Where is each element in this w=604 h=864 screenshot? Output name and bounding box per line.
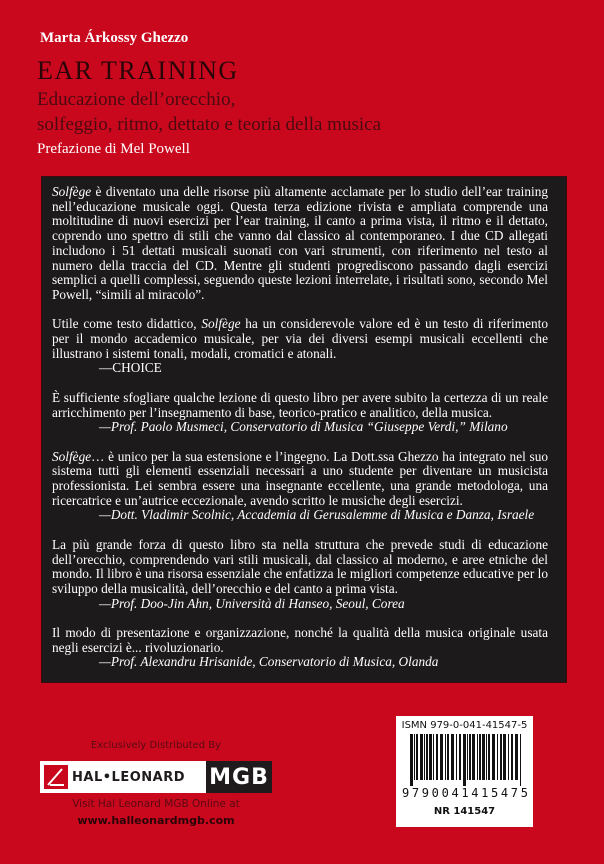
barcode-bar	[456, 734, 457, 780]
barcode-bars	[404, 734, 525, 786]
barcode-bar	[520, 734, 521, 786]
blurb-paragraph-3: È sufficiente sfogliare qualche lezione di questo libro per avere subito la certezza di un reale arricchimento per l’insegnamento di base, teorico-pratico e analitico, della musica.	[52, 389, 548, 420]
blurb-paragraph-6: Il modo di presentazione e organizzazione, nonché la qualità della musica originale usata negli esercizi è... rivoluzionario.	[52, 625, 548, 655]
barcode-bar	[472, 734, 475, 780]
barcode-bar	[497, 734, 498, 780]
barcode-bar	[482, 734, 485, 780]
attribution-musmeci: —Prof. Paolo Musmeci, Conservatorio di Musica “Giuseppe Verdi,” Milano	[99, 419, 508, 435]
book-title: EAR TRAINING	[37, 56, 239, 85]
italic-title: Solfège	[201, 316, 241, 332]
attribution-hrisanide: —Prof. Alexandru Hrisanide, Conservatorio di Musica, Olanda	[99, 654, 439, 670]
barcode-bar	[451, 734, 454, 780]
barcode-bar	[500, 734, 502, 780]
preface-credit: Prefazione di Mel Powell	[37, 141, 190, 157]
barcode-bar	[459, 734, 461, 780]
barcode-digit: 4	[500, 786, 509, 800]
barcode-bar	[492, 734, 495, 780]
barcode-bar	[445, 734, 446, 780]
barcode-bar	[414, 734, 415, 780]
barcode-bar	[463, 734, 466, 786]
blurb-paragraph-1	[52, 185, 548, 303]
barcode-bar	[424, 734, 425, 780]
barcode-digit: 7	[510, 786, 519, 800]
barcode-bar	[433, 734, 434, 780]
visit-online-label: Visit Hal Leonard MGB Online at	[72, 798, 240, 810]
subtitle-line-2: solfeggio, ritmo, dettato e teoria della musica	[37, 114, 382, 135]
catalog-number: NR 141547	[433, 806, 496, 817]
paragraph-text: ha un considerevole valore ed è un testo di riferimento per il mondo accademico musicale, per via dei diversi esempi musicali eccellenti che illustrano i sistemi tonali, modali, cromatici e atonali.	[52, 316, 548, 361]
barcode-bar	[426, 734, 428, 780]
ismn-number: ISMN 979-0-041-41547-5	[401, 720, 528, 731]
barcode-bar	[440, 734, 443, 780]
barcode-digit: 5	[491, 786, 499, 800]
barcode-digit: 4	[471, 786, 479, 800]
blurb-paragraph-4	[52, 450, 548, 509]
barcode-bar	[429, 734, 432, 780]
blurb-paragraph-2	[52, 317, 548, 361]
barcode-digit: 5	[520, 786, 528, 800]
blurb-box	[42, 177, 566, 682]
barcode-bar	[503, 734, 506, 780]
blurb-paragraph-5: La più grande forza di questo libro sta nella struttura che prevede studi di educazione dell’orecchio, comprendendo vari stili musicali, dal classico al moderno, e aree etniche del mondo. Il libro è una risorsa essenziale che enfatizza le migliori competenze educative per lo sviluppo della musicalità, dell’orecchio e del canto a prima vista.	[52, 536, 548, 596]
italic-title: Solfège	[52, 448, 92, 464]
barcode-bar	[511, 734, 513, 780]
barcode-digit: 9	[402, 786, 410, 800]
barcode-bar	[469, 734, 471, 780]
author-name: Marta Árkossy Ghezzo	[40, 30, 189, 46]
barcode-bar	[416, 734, 418, 780]
barcode-digit: 1	[481, 786, 489, 800]
barcode-digit: 0	[441, 786, 449, 800]
distributed-by-label: Exclusively Distributed By	[90, 740, 222, 751]
subtitle-line-1: Educazione dell’orecchio,	[37, 89, 236, 110]
barcode-bar	[420, 734, 423, 780]
barcode-bar	[488, 734, 490, 780]
hal-leonard-mgb-logo	[40, 761, 272, 793]
paragraph-text: … è unico per la sua estensione e l’ingegno. La Dott.ssa Ghezzo ha integrato nel suo sistema tutti gli elementi essenziali necessari a uno studente per diventare un musicista professionista. Lei sembra essere una insegnante eccellente, una grande metodologa, una ricercatrice e un’autrice eccezionale, avendo scritto le musiche degli esercizi.	[52, 448, 548, 508]
barcode-bar	[477, 734, 478, 780]
attribution-choice: —CHOICE	[99, 360, 162, 376]
logo-hal-leonard-text: HAL•LEONARD	[72, 769, 185, 785]
barcode-digit: 9	[421, 786, 430, 800]
barcode-bar	[447, 734, 449, 780]
barcode-digit: 7	[411, 786, 420, 800]
barcode-digit: 0	[431, 786, 439, 800]
barcode-label	[396, 716, 533, 827]
attribution-scolnic: —Dott. Vladimir Scolnic, Accademia di Gerusalemme di Musica e Danza, Israele	[99, 507, 535, 523]
barcode-digits	[402, 786, 528, 800]
barcode-bar	[467, 734, 468, 780]
barcode-bar	[508, 734, 509, 780]
barcode-digit: 4	[451, 786, 459, 800]
italic-title: Solfège	[52, 184, 92, 199]
barcode-bar	[515, 734, 518, 780]
attribution-ahn: —Prof. Doo-Jin Ahn, Università di Hanseo, Seoul, Corea	[99, 595, 405, 611]
barcode-bar	[486, 734, 487, 780]
logo-mgb-text: MGB	[206, 761, 272, 793]
barcode-bar	[436, 734, 438, 780]
barcode-bar	[479, 734, 481, 780]
barcode-digit: 1	[461, 786, 469, 800]
barcode-bar	[410, 734, 413, 786]
hal-leonard-emblem-icon	[44, 765, 68, 789]
publisher-url: www.halleonardmgb.com	[77, 814, 235, 827]
paragraph-text: Utile come testo didattico,	[52, 316, 202, 332]
paragraph-text: è diventato una delle risorse più altamente acclamate per lo studio dell’ear training nell’educazione musicale oggi. Questa terza edizione rivista e ampliata comprende una moltitudine di nuovi esercizi per l’ear training, il canto a prima vista, il ritmo e il dettato, coprendo uno spettro di stili che vanno dal classico al contemporaneo. I due CD allegati includono i 51 dettati musicali suonati con vari strumenti, con riferimento nel testo al numero della traccia del CD. Mentre gli studenti progrediscono passando dagli esercizi semplici a quelli complessi, seguendo queste lezioni interrelate, i risultati sono, secondo Mel Powell, “simili al miracolo”.	[52, 184, 548, 302]
